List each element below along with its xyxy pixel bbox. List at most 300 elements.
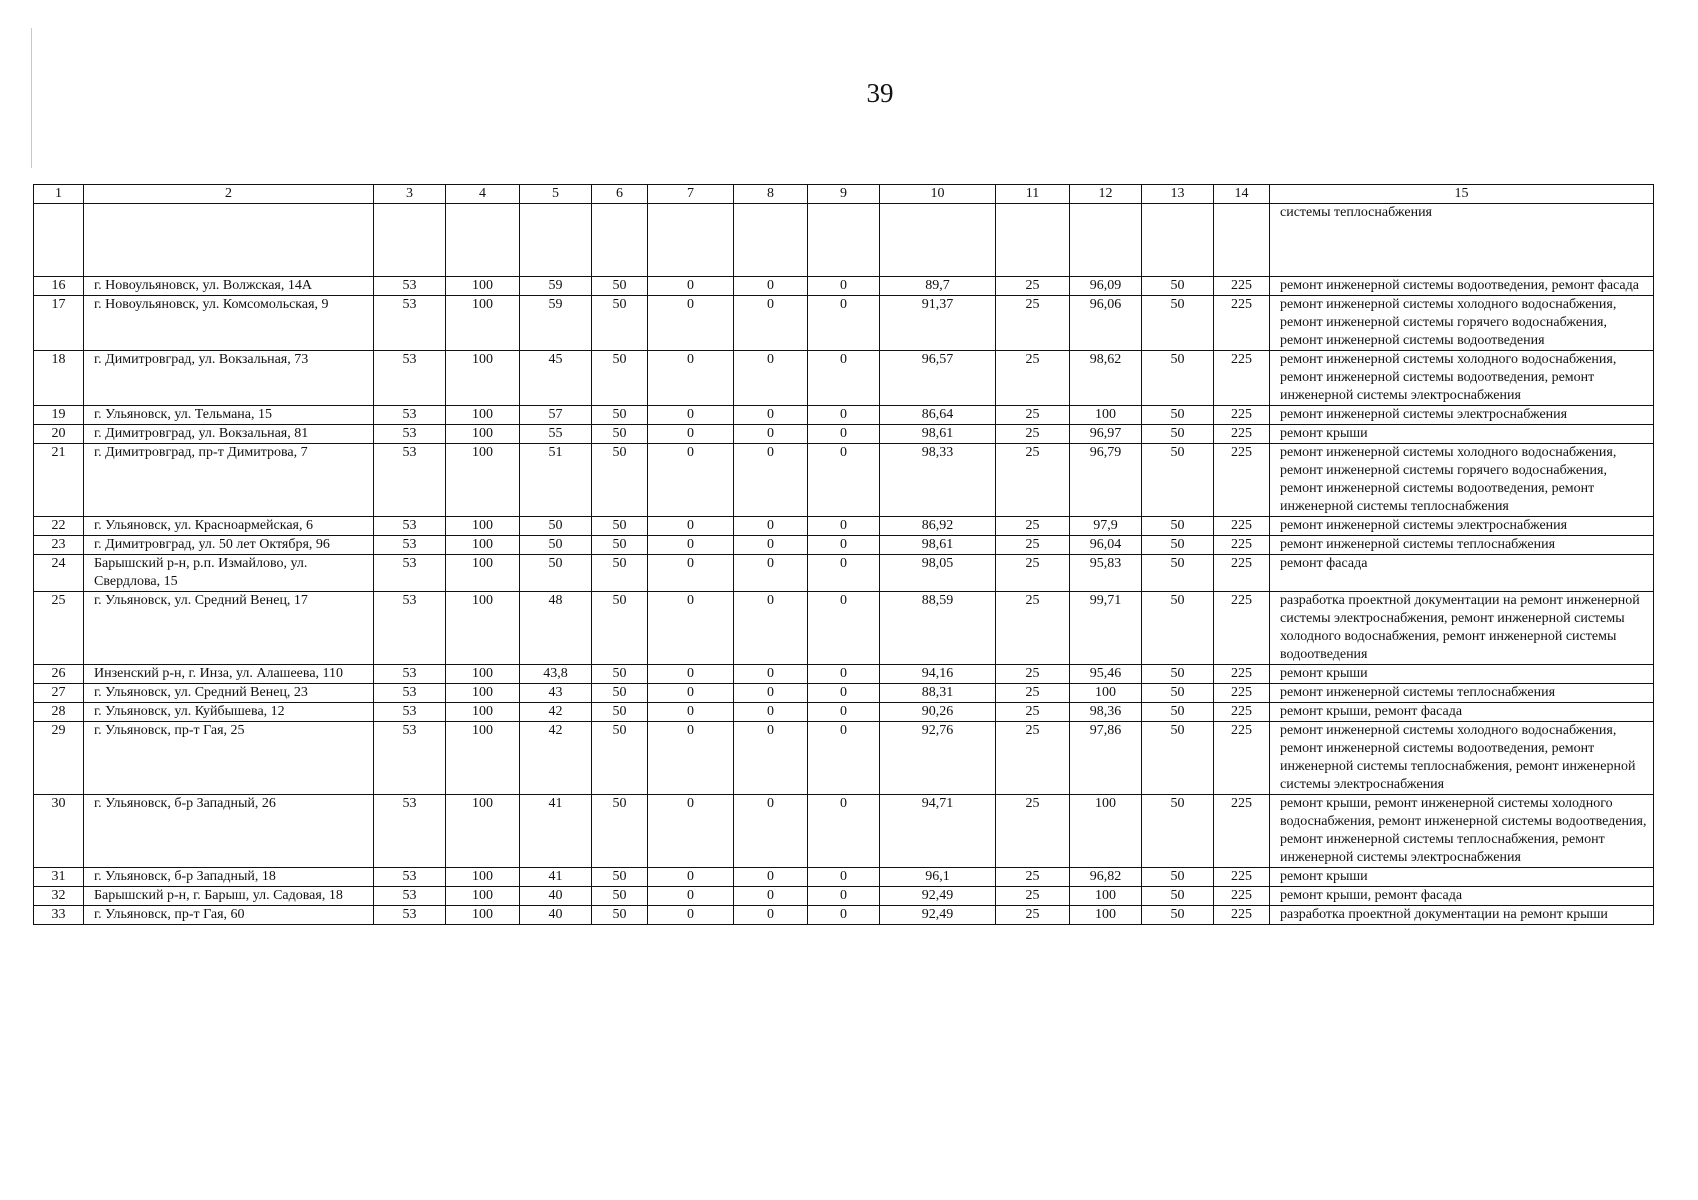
row-number-cell: 24	[34, 555, 84, 592]
value-cell: 50	[592, 296, 648, 351]
work-cell: разработка проектной документации на ремонт крыши	[1270, 906, 1654, 925]
value-cell: 225	[1214, 277, 1270, 296]
value-cell: 0	[734, 887, 808, 906]
value-cell: 50	[1142, 517, 1214, 536]
value-cell: 0	[648, 665, 734, 684]
address-cell: Инзенский р-н, г. Инза, ул. Алашеева, 110	[84, 665, 374, 684]
value-cell: 50	[592, 277, 648, 296]
value-cell: 50	[1142, 296, 1214, 351]
value-cell: 0	[734, 722, 808, 795]
value-cell: 0	[734, 425, 808, 444]
value-cell: 0	[648, 722, 734, 795]
value-cell: 25	[996, 592, 1070, 665]
value-cell: 0	[734, 555, 808, 592]
value-cell: 100	[446, 536, 520, 555]
value-cell: 0	[734, 351, 808, 406]
value-cell: 25	[996, 406, 1070, 425]
value-cell: 100	[446, 277, 520, 296]
value-cell: 98,33	[880, 444, 996, 517]
value-cell: 96,57	[880, 351, 996, 406]
value-cell: 0	[648, 517, 734, 536]
row-number-cell: 18	[34, 351, 84, 406]
value-cell: 100	[446, 351, 520, 406]
value-cell: 53	[374, 665, 446, 684]
value-cell: 53	[374, 868, 446, 887]
value-cell: 0	[808, 703, 880, 722]
value-cell: 100	[446, 684, 520, 703]
work-cell: ремонт крыши	[1270, 868, 1654, 887]
value-cell: 48	[520, 592, 592, 665]
value-cell: 50	[592, 703, 648, 722]
work-cell: ремонт инженерной системы холодного водоснабжения, ремонт инженерной системы водоотведения, ремонт инженерной системы теплоснабжения, ремонт инженерной системы электроснабжения	[1270, 722, 1654, 795]
column-header: 6	[592, 185, 648, 204]
value-cell: 25	[996, 425, 1070, 444]
value-cell: 53	[374, 277, 446, 296]
value-cell: 0	[648, 592, 734, 665]
value-cell: 0	[808, 351, 880, 406]
work-cell: ремонт крыши, ремонт фасада	[1270, 887, 1654, 906]
value-cell: 50	[592, 517, 648, 536]
value-cell: 50	[1142, 722, 1214, 795]
value-cell: 50	[1142, 665, 1214, 684]
value-cell: 50	[592, 536, 648, 555]
value-cell: 25	[996, 906, 1070, 925]
value-cell: 53	[374, 296, 446, 351]
value-cell: 40	[520, 906, 592, 925]
value-cell: 50	[1142, 795, 1214, 868]
value-cell: 0	[808, 722, 880, 795]
table-row	[34, 703, 1654, 722]
value-cell: 0	[648, 684, 734, 703]
address-cell: Барышский р-н, р.п. Измайлово, ул. Свердлова, 15	[84, 555, 374, 592]
work-cell: ремонт крыши, ремонт фасада	[1270, 703, 1654, 722]
row-number-cell: 30	[34, 795, 84, 868]
cell	[1142, 204, 1214, 277]
table-row	[34, 868, 1654, 887]
value-cell: 100	[446, 703, 520, 722]
value-cell: 86,92	[880, 517, 996, 536]
value-cell: 43,8	[520, 665, 592, 684]
value-cell: 25	[996, 665, 1070, 684]
value-cell: 25	[996, 795, 1070, 868]
value-cell: 98,61	[880, 425, 996, 444]
value-cell: 0	[734, 517, 808, 536]
address-cell: г. Ульяновск, пр-т Гая, 60	[84, 906, 374, 925]
table-row	[34, 536, 1654, 555]
work-cell: ремонт инженерной системы электроснабжения	[1270, 517, 1654, 536]
value-cell: 100	[446, 906, 520, 925]
address-cell: г. Ульяновск, ул. Красноармейская, 6	[84, 517, 374, 536]
table-row	[34, 517, 1654, 536]
continuation-row	[34, 204, 1654, 277]
value-cell: 42	[520, 722, 592, 795]
value-cell: 50	[592, 592, 648, 665]
work-cell: ремонт инженерной системы холодного водоснабжения, ремонт инженерной системы водоотведения, ремонт инженерной системы электроснабжения	[1270, 351, 1654, 406]
value-cell: 0	[648, 425, 734, 444]
value-cell: 91,37	[880, 296, 996, 351]
row-number-cell: 31	[34, 868, 84, 887]
value-cell: 53	[374, 517, 446, 536]
value-cell: 50	[592, 425, 648, 444]
value-cell: 50	[592, 722, 648, 795]
work-cell: ремонт крыши	[1270, 425, 1654, 444]
value-cell: 89,7	[880, 277, 996, 296]
column-header: 9	[808, 185, 880, 204]
value-cell: 225	[1214, 795, 1270, 868]
value-cell: 225	[1214, 406, 1270, 425]
table-row	[34, 296, 1654, 351]
value-cell: 225	[1214, 868, 1270, 887]
value-cell: 0	[734, 665, 808, 684]
address-cell: г. Новоульяновск, ул. Волжская, 14А	[84, 277, 374, 296]
value-cell: 0	[808, 536, 880, 555]
value-cell: 0	[648, 444, 734, 517]
value-cell: 59	[520, 296, 592, 351]
row-number-cell: 27	[34, 684, 84, 703]
cell	[374, 204, 446, 277]
value-cell: 100	[446, 887, 520, 906]
value-cell: 0	[648, 536, 734, 555]
value-cell: 98,05	[880, 555, 996, 592]
table-row	[34, 351, 1654, 406]
value-cell: 59	[520, 277, 592, 296]
value-cell: 25	[996, 277, 1070, 296]
column-header: 1	[34, 185, 84, 204]
address-cell: г. Ульяновск, ул. Средний Венец, 17	[84, 592, 374, 665]
value-cell: 0	[808, 665, 880, 684]
work-cell: ремонт инженерной системы холодного водоснабжения, ремонт инженерной системы горячего водоснабжения, ремонт инженерной системы водоотведения	[1270, 296, 1654, 351]
work-cell: ремонт крыши	[1270, 665, 1654, 684]
address-cell: г. Димитровград, ул. Вокзальная, 73	[84, 351, 374, 406]
value-cell: 100	[1070, 906, 1142, 925]
value-cell: 42	[520, 703, 592, 722]
value-cell: 0	[808, 406, 880, 425]
value-cell: 0	[648, 406, 734, 425]
value-cell: 0	[808, 555, 880, 592]
work-cell: ремонт фасада	[1270, 555, 1654, 592]
address-cell: г. Димитровград, ул. Вокзальная, 81	[84, 425, 374, 444]
row-number-cell: 23	[34, 536, 84, 555]
table-row	[34, 795, 1654, 868]
address-cell: г. Ульяновск, ул. Средний Венец, 23	[84, 684, 374, 703]
value-cell: 53	[374, 684, 446, 703]
value-cell: 25	[996, 517, 1070, 536]
value-cell: 50	[592, 906, 648, 925]
value-cell: 50	[592, 684, 648, 703]
cell	[592, 204, 648, 277]
value-cell: 225	[1214, 444, 1270, 517]
value-cell: 53	[374, 536, 446, 555]
value-cell: 0	[734, 444, 808, 517]
value-cell: 50	[1142, 444, 1214, 517]
value-cell: 41	[520, 795, 592, 868]
value-cell: 225	[1214, 665, 1270, 684]
value-cell: 225	[1214, 684, 1270, 703]
value-cell: 50	[520, 517, 592, 536]
address-cell: г. Новоульяновск, ул. Комсомольская, 9	[84, 296, 374, 351]
value-cell: 41	[520, 868, 592, 887]
table-row	[34, 555, 1654, 592]
address-cell: Барышский р-н, г. Барыш, ул. Садовая, 18	[84, 887, 374, 906]
row-number-cell: 16	[34, 277, 84, 296]
value-cell: 25	[996, 296, 1070, 351]
value-cell: 90,26	[880, 703, 996, 722]
value-cell: 0	[808, 444, 880, 517]
value-cell: 86,64	[880, 406, 996, 425]
value-cell: 94,71	[880, 795, 996, 868]
row-number-cell: 22	[34, 517, 84, 536]
value-cell: 100	[446, 555, 520, 592]
row-number-cell: 29	[34, 722, 84, 795]
value-cell: 225	[1214, 296, 1270, 351]
value-cell: 53	[374, 444, 446, 517]
value-cell: 0	[808, 684, 880, 703]
address-cell: г. Ульяновск, пр-т Гая, 25	[84, 722, 374, 795]
row-number-cell: 28	[34, 703, 84, 722]
row-number-cell: 33	[34, 906, 84, 925]
value-cell: 45	[520, 351, 592, 406]
value-cell: 0	[648, 887, 734, 906]
address-cell: г. Ульяновск, б-р Западный, 18	[84, 868, 374, 887]
value-cell: 57	[520, 406, 592, 425]
value-cell: 98,36	[1070, 703, 1142, 722]
table-row	[34, 906, 1654, 925]
table-row	[34, 406, 1654, 425]
table-row	[34, 665, 1654, 684]
value-cell: 50	[592, 555, 648, 592]
value-cell: 225	[1214, 517, 1270, 536]
value-cell: 0	[648, 296, 734, 351]
value-cell: 0	[734, 536, 808, 555]
value-cell: 96,04	[1070, 536, 1142, 555]
value-cell: 225	[1214, 906, 1270, 925]
cell	[880, 204, 996, 277]
column-header: 10	[880, 185, 996, 204]
cell	[808, 204, 880, 277]
value-cell: 0	[808, 517, 880, 536]
value-cell: 100	[446, 444, 520, 517]
address-cell: г. Ульяновск, ул. Тельмана, 15	[84, 406, 374, 425]
value-cell: 50	[592, 406, 648, 425]
work-cell: ремонт инженерной системы теплоснабжения	[1270, 536, 1654, 555]
value-cell: 50	[592, 665, 648, 684]
table-row	[34, 722, 1654, 795]
value-cell: 53	[374, 795, 446, 868]
value-cell: 53	[374, 703, 446, 722]
value-cell: 96,97	[1070, 425, 1142, 444]
column-header: 2	[84, 185, 374, 204]
column-header: 13	[1142, 185, 1214, 204]
value-cell: 95,46	[1070, 665, 1142, 684]
value-cell: 25	[996, 868, 1070, 887]
value-cell: 225	[1214, 425, 1270, 444]
table-row	[34, 592, 1654, 665]
value-cell: 100	[446, 425, 520, 444]
value-cell: 43	[520, 684, 592, 703]
value-cell: 0	[734, 703, 808, 722]
value-cell: 100	[446, 296, 520, 351]
cell	[996, 204, 1070, 277]
value-cell: 99,71	[1070, 592, 1142, 665]
value-cell: 96,1	[880, 868, 996, 887]
value-cell: 51	[520, 444, 592, 517]
value-cell: 50	[1142, 277, 1214, 296]
value-cell: 0	[648, 868, 734, 887]
address-cell: г. Димитровград, пр-т Димитрова, 7	[84, 444, 374, 517]
value-cell: 0	[648, 277, 734, 296]
value-cell: 0	[734, 868, 808, 887]
value-cell: 53	[374, 722, 446, 795]
value-cell: 100	[446, 795, 520, 868]
value-cell: 97,86	[1070, 722, 1142, 795]
value-cell: 100	[446, 406, 520, 425]
cell	[1070, 204, 1142, 277]
value-cell: 225	[1214, 592, 1270, 665]
value-cell: 0	[734, 592, 808, 665]
value-cell: 50	[1142, 906, 1214, 925]
value-cell: 50	[592, 444, 648, 517]
value-cell: 96,06	[1070, 296, 1142, 351]
value-cell: 50	[1142, 351, 1214, 406]
address-cell: г. Ульяновск, ул. Куйбышева, 12	[84, 703, 374, 722]
value-cell: 0	[734, 406, 808, 425]
value-cell: 0	[808, 906, 880, 925]
value-cell: 50	[592, 887, 648, 906]
cell	[1214, 204, 1270, 277]
value-cell: 0	[734, 296, 808, 351]
value-cell: 55	[520, 425, 592, 444]
value-cell: 92,49	[880, 887, 996, 906]
value-cell: 225	[1214, 722, 1270, 795]
value-cell: 0	[808, 887, 880, 906]
value-cell: 53	[374, 351, 446, 406]
cell	[446, 204, 520, 277]
work-cell: ремонт инженерной системы электроснабжения	[1270, 406, 1654, 425]
cell	[648, 204, 734, 277]
value-cell: 225	[1214, 887, 1270, 906]
value-cell: 94,16	[880, 665, 996, 684]
data-table	[33, 184, 1654, 925]
value-cell: 50	[520, 536, 592, 555]
table-row	[34, 444, 1654, 517]
value-cell: 53	[374, 592, 446, 665]
value-cell: 225	[1214, 536, 1270, 555]
value-cell: 100	[1070, 887, 1142, 906]
value-cell: 53	[374, 887, 446, 906]
value-cell: 25	[996, 555, 1070, 592]
value-cell: 53	[374, 555, 446, 592]
value-cell: 100	[446, 868, 520, 887]
table-row	[34, 684, 1654, 703]
value-cell: 0	[734, 277, 808, 296]
cell	[734, 204, 808, 277]
value-cell: 0	[734, 795, 808, 868]
cell	[34, 204, 84, 277]
value-cell: 53	[374, 406, 446, 425]
value-cell: 100	[1070, 795, 1142, 868]
row-number-cell: 19	[34, 406, 84, 425]
value-cell: 92,49	[880, 906, 996, 925]
value-cell: 96,09	[1070, 277, 1142, 296]
value-cell: 25	[996, 351, 1070, 406]
value-cell: 0	[734, 906, 808, 925]
column-header: 14	[1214, 185, 1270, 204]
address-cell: г. Ульяновск, б-р Западный, 26	[84, 795, 374, 868]
value-cell: 100	[446, 592, 520, 665]
row-number-cell: 17	[34, 296, 84, 351]
value-cell: 0	[648, 703, 734, 722]
header-row	[34, 185, 1654, 204]
value-cell: 0	[808, 296, 880, 351]
value-cell: 25	[996, 536, 1070, 555]
value-cell: 0	[648, 906, 734, 925]
value-cell: 98,61	[880, 536, 996, 555]
value-cell: 50	[1142, 703, 1214, 722]
column-header: 15	[1270, 185, 1654, 204]
value-cell: 0	[808, 868, 880, 887]
column-header: 4	[446, 185, 520, 204]
table-row	[34, 277, 1654, 296]
value-cell: 0	[808, 277, 880, 296]
value-cell: 88,59	[880, 592, 996, 665]
value-cell: 50	[592, 795, 648, 868]
table-row	[34, 887, 1654, 906]
column-header: 8	[734, 185, 808, 204]
value-cell: 0	[648, 351, 734, 406]
value-cell: 25	[996, 703, 1070, 722]
value-cell: 225	[1214, 351, 1270, 406]
cell	[84, 204, 374, 277]
cell	[520, 204, 592, 277]
work-cell: разработка проектной документации на ремонт инженерной системы электроснабжения, ремонт инженерной системы холодного водоснабжения, ремонт инженерной системы водоотведения	[1270, 592, 1654, 665]
value-cell: 50	[1142, 406, 1214, 425]
value-cell: 40	[520, 887, 592, 906]
column-header: 5	[520, 185, 592, 204]
value-cell: 100	[446, 517, 520, 536]
value-cell: 50	[1142, 684, 1214, 703]
value-cell: 25	[996, 722, 1070, 795]
value-cell: 97,9	[1070, 517, 1142, 536]
column-header: 7	[648, 185, 734, 204]
row-number-cell: 21	[34, 444, 84, 517]
value-cell: 53	[374, 906, 446, 925]
work-cell: ремонт инженерной системы холодного водоснабжения, ремонт инженерной системы горячего водоснабжения, ремонт инженерной системы водоотведения, ремонт инженерной системы теплоснабжения	[1270, 444, 1654, 517]
value-cell: 25	[996, 684, 1070, 703]
value-cell: 0	[808, 592, 880, 665]
value-cell: 50	[592, 351, 648, 406]
value-cell: 98,62	[1070, 351, 1142, 406]
value-cell: 0	[648, 555, 734, 592]
value-cell: 95,83	[1070, 555, 1142, 592]
row-number-cell: 20	[34, 425, 84, 444]
value-cell: 50	[1142, 868, 1214, 887]
value-cell: 50	[1142, 887, 1214, 906]
work-cell: ремонт инженерной системы теплоснабжения	[1270, 684, 1654, 703]
value-cell: 96,82	[1070, 868, 1142, 887]
value-cell: 100	[446, 665, 520, 684]
page-number: 39	[866, 78, 894, 108]
value-cell: 25	[996, 887, 1070, 906]
value-cell: 0	[808, 795, 880, 868]
value-cell: 50	[520, 555, 592, 592]
value-cell: 100	[1070, 406, 1142, 425]
column-header: 12	[1070, 185, 1142, 204]
work-cell: ремонт крыши, ремонт инженерной системы холодного водоснабжения, ремонт инженерной системы водоотведения, ремонт инженерной системы теплоснабжения, ремонт инженерной системы электроснабжения	[1270, 795, 1654, 868]
value-cell: 0	[648, 795, 734, 868]
row-number-cell: 32	[34, 887, 84, 906]
work-cell: ремонт инженерной системы водоотведения, ремонт фасада	[1270, 277, 1654, 296]
value-cell: 50	[1142, 592, 1214, 665]
